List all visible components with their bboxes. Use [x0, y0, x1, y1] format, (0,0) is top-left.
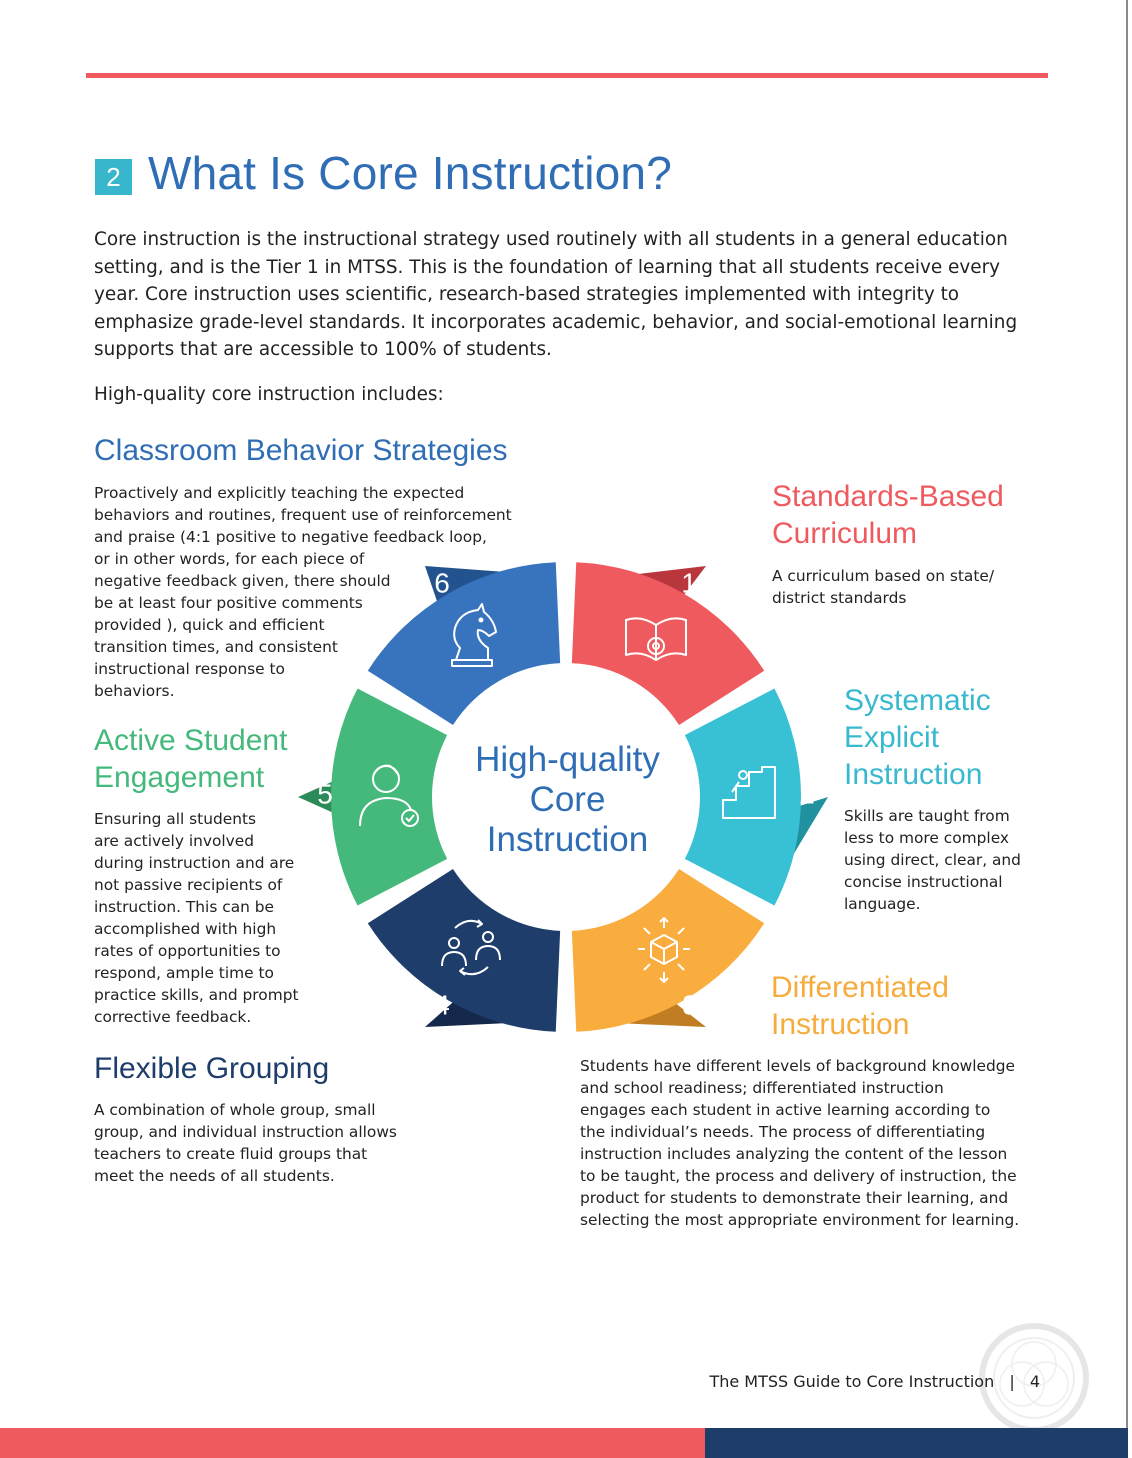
heading-line: Active Student: [94, 724, 288, 757]
text-line: instruction. This can be: [94, 898, 275, 916]
text-line: teachers to create fluid groups that: [94, 1145, 368, 1163]
text-line: accomplished with high: [94, 920, 277, 938]
page-number: 4: [1029, 1372, 1040, 1391]
text-line: respond, ample time to: [94, 964, 274, 982]
hub-line: Instruction: [486, 820, 649, 859]
text-line: to be taught, the process and delivery of instruction, the: [580, 1167, 1017, 1185]
flexible-grouping-heading: Flexible Grouping: [94, 1052, 330, 1085]
section-number-badge: 2: [95, 159, 132, 195]
lead-sentence: High-quality core instruction includes:: [94, 384, 444, 405]
active-engagement-text: [94, 808, 299, 1028]
text-line: engages each student in active learning according to: [580, 1101, 991, 1119]
text-line: and praise (4:1 positive to negative feedback loop,: [94, 528, 487, 546]
wheel-number-3: 3: [682, 989, 698, 1021]
heading-line: Engagement: [94, 761, 265, 794]
footer-title: The MTSS Guide to Core Instruction: [709, 1372, 995, 1391]
heading-line: Systematic: [844, 684, 991, 717]
text-line: be at least four positive comments: [94, 594, 363, 612]
text-line: are actively involved: [94, 832, 255, 850]
footer-bar-navy: [705, 1428, 1128, 1458]
text-line: language.: [844, 895, 921, 913]
hub-line: Core: [529, 780, 606, 819]
text-line: or in other words, for each piece of: [94, 550, 365, 568]
wheel-number-1: 1: [681, 567, 697, 599]
top-rule: [86, 73, 1048, 78]
text-line: Proactively and explicitly teaching the expected: [94, 484, 465, 502]
text-line: Ensuring all students: [94, 810, 256, 828]
wheel-number-4: 4: [434, 989, 450, 1021]
text-line: behaviors and routines, frequent use of reinforcement: [94, 506, 512, 524]
text-line: group, and individual instruction allows: [94, 1123, 397, 1141]
text-line: practice skills, and prompt: [94, 986, 299, 1004]
text-line: behaviors.: [94, 682, 175, 700]
footer: [640, 1372, 1040, 1391]
text-line: A combination of whole group, small: [94, 1101, 376, 1119]
standards-based-text: [772, 565, 994, 609]
text-line: meet the needs of all students.: [94, 1167, 335, 1185]
hub-label: [465, 740, 670, 860]
text-line: and school readiness; differentiated instruction: [580, 1079, 944, 1097]
wheel-number-5: 5: [317, 778, 333, 810]
text-line: negative feedback given, there should: [94, 572, 391, 590]
heading-line: Standards-Based: [772, 480, 1004, 513]
flexible-grouping-text: [94, 1099, 397, 1187]
text-line: district standards: [772, 589, 907, 607]
differentiated-text: [580, 1055, 1019, 1231]
text-line: A curriculum based on state/: [772, 567, 995, 585]
text-line: the individual’s needs. The process of differentiating: [580, 1123, 986, 1141]
text-line: instructional response to: [94, 660, 285, 678]
systematic-explicit-text: [844, 805, 1021, 915]
page-title: What Is Core Instruction?: [148, 147, 672, 199]
active-engagement-heading: [94, 722, 287, 796]
hub-line: High-quality: [475, 740, 660, 779]
wheel-segment-2: [685, 688, 801, 905]
text-line: Skills are taught from: [844, 807, 1010, 825]
text-line: selecting the most appropriate environment for learning.: [580, 1211, 1020, 1229]
wheel-number-6: 6: [434, 567, 450, 599]
text-line: not passive recipients of: [94, 876, 283, 894]
text-line: concise instructional: [844, 873, 1003, 891]
wheel-segment-5: [331, 688, 447, 905]
intro-paragraph: Core instruction is the instructional strategy used routinely with all students in a general education setting, and is the Tier 1 in MTSS. This is the foundation of learning that all students receive every year. Core instruction uses scientific, research-based strategies implemented with integrity to emphasize grade-level standards. It incorporates academic, behavior, and social-emotional learning supports that are accessible to 100% of students.: [94, 229, 1018, 360]
heading-line: Instruction: [844, 758, 983, 791]
differentiated-heading: [771, 969, 949, 1043]
footer-bar-red: [0, 1428, 705, 1458]
heading-line: Curriculum: [772, 517, 918, 550]
text-line: Students have different levels of background knowledge: [580, 1057, 1015, 1075]
footer-separator: |: [1009, 1372, 1015, 1391]
text-line: corrective feedback.: [94, 1008, 252, 1026]
text-line: less to more complex: [844, 829, 1009, 847]
text-line: transition times, and consistent: [94, 638, 338, 656]
wheel-number-2: 2: [799, 778, 815, 810]
heading-line: Instruction: [771, 1008, 910, 1041]
text-line: rates of opportunities to: [94, 942, 281, 960]
text-line: during instruction and are: [94, 854, 295, 872]
text-line: product for students to demonstrate their learning, and: [580, 1189, 1009, 1207]
classroom-behavior-heading: Classroom Behavior Strategies: [94, 434, 508, 467]
heading-line: Differentiated: [771, 971, 949, 1004]
systematic-explicit-heading: [844, 682, 991, 793]
text-line: provided ), quick and efficient: [94, 616, 325, 634]
text-line: using direct, clear, and: [844, 851, 1021, 869]
standards-based-heading: [772, 478, 1004, 552]
text-line: instruction includes analyzing the content of the lesson: [580, 1145, 1008, 1163]
heading-line: Explicit: [844, 721, 940, 754]
